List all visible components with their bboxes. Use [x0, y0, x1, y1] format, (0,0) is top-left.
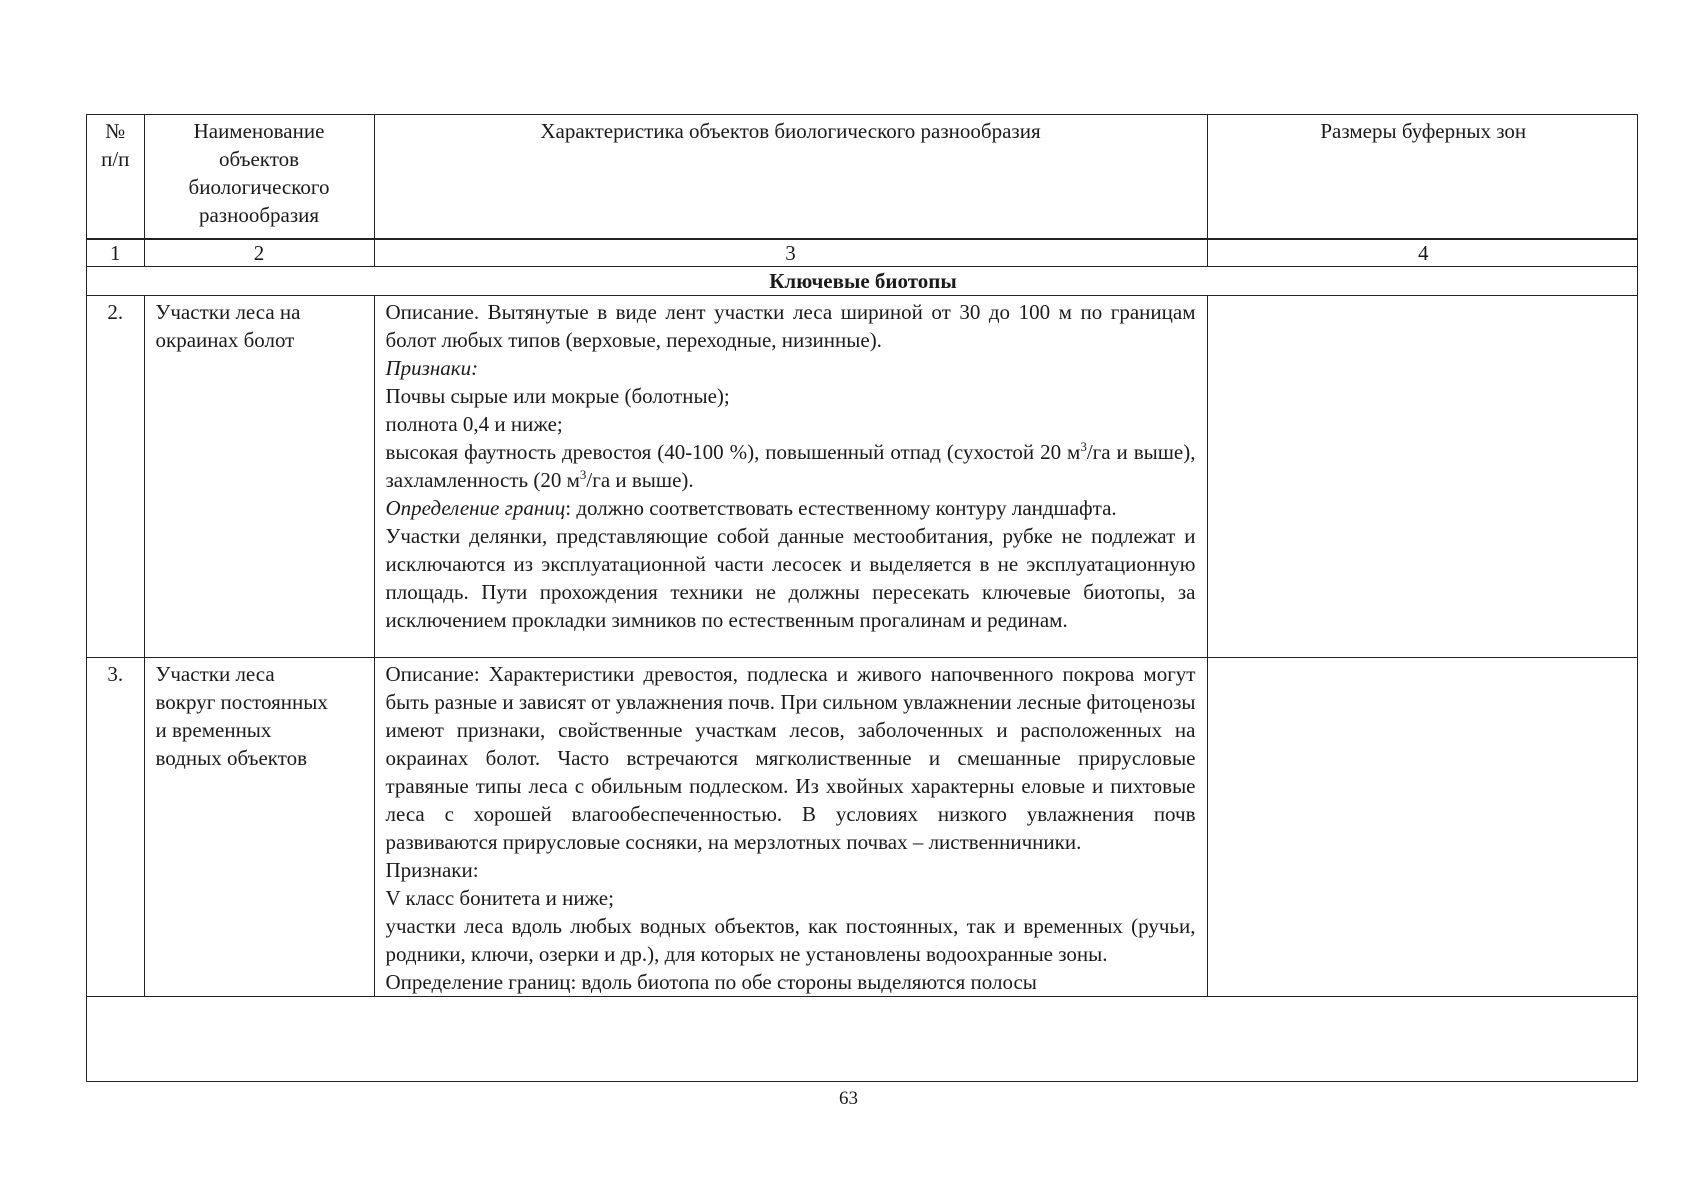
- section-title: Ключевые биотопы: [87, 267, 1638, 296]
- boundary-label: Определение границ: [385, 496, 566, 520]
- signs-label: Признаки:: [385, 858, 479, 882]
- description-paragraph: Описание: Характеристики древостоя, подлеска и живого напочвенного покрова могут быть разные и зависят от увлажнения почв. При сильном увлажнении лесные фитоценозы имеют признаки, свойственные участкам лесов, заболоченных и расположенных на окраинах болот. Часто встречаются мягколиственные и смешанные прирусловые травяные типы леса с обильным подлеском. Из хвойных характерны еловые и пихтовые леса с хорошей влагообеспеченностью. В условиях низкого увлажнения почв развиваются прирусловые сосняки, на мерзлотных почвах – лиственничники.: [385, 662, 1196, 854]
- object-characteristics: [374, 296, 1207, 658]
- final-paragraph: Участки делянки, представляющие собой данные местообитания, рубке не подлежат и исключаются из эксплуатационной части лесосек и выделяется в не эксплуатационную площадь. Пути прохождения техники не должны пересекать ключевые биотопы, за исключением прокладки зимников по естественным прогалинам и рединам.: [385, 524, 1196, 632]
- column-number: 2: [144, 239, 374, 267]
- header-characteristics: Характеристика объектов биологического разнообразия: [374, 115, 1207, 239]
- sign-text: высокая фаутность древостоя (40-100 %), повышенный отпад (сухостой 20 м: [385, 440, 1081, 464]
- header-number-line: п/п: [101, 147, 130, 171]
- sign-text: /га и выше).: [586, 468, 694, 492]
- section-row: [87, 267, 1638, 296]
- header-object-name-line: объектов: [218, 147, 300, 171]
- buffer-zone-cell: [1207, 658, 1638, 997]
- header-row: [87, 115, 1638, 239]
- row-number: 2.: [87, 296, 144, 658]
- buffer-zone-cell: [1207, 296, 1638, 658]
- header-number: [87, 115, 144, 239]
- table-row: [87, 658, 1638, 997]
- object-name-line: Участки леса на: [155, 300, 301, 324]
- boundary-paragraph: [386, 494, 1196, 522]
- column-number: 1: [87, 239, 144, 267]
- object-name-line: и временных: [155, 718, 272, 742]
- object-name-line: вокруг постоянных: [155, 690, 328, 714]
- table-row: [87, 296, 1638, 658]
- sign-item: Почвы сырые или мокрые (болотные);: [385, 384, 730, 408]
- object-name-line: водных объектов: [155, 746, 308, 770]
- superscript: 3: [579, 467, 587, 482]
- biodiversity-table-container: [86, 114, 1638, 1082]
- page-number: 63: [839, 1088, 858, 1109]
- column-number: 4: [1207, 239, 1638, 267]
- sign-item: V класс бонитета и ниже;: [385, 886, 614, 910]
- header-object-name: [144, 115, 374, 239]
- object-name: [144, 296, 374, 658]
- row-number: 3.: [87, 658, 144, 997]
- signs-label: Признаки:: [385, 356, 479, 380]
- superscript: 3: [1080, 439, 1087, 454]
- header-buffer-zones: Размеры буферных зон: [1207, 115, 1638, 239]
- object-characteristics: [374, 658, 1207, 997]
- header-object-name-line: разнообразия: [198, 203, 320, 227]
- header-number-line: №: [105, 119, 126, 143]
- boundary-paragraph: Определение границ: вдоль биотопа по обе стороны выделяются полосы: [385, 970, 1037, 994]
- object-name-line: Участки леса: [155, 662, 275, 686]
- sign-item: полнота 0,4 и ниже;: [385, 412, 563, 436]
- header-object-name-line: биологического: [188, 175, 330, 199]
- biodiversity-table: [87, 115, 1638, 997]
- object-name: [144, 658, 374, 997]
- sign-item: [386, 438, 1196, 494]
- sign-text: /га и выше), захламленность (20 м: [385, 440, 1196, 492]
- column-number: 3: [374, 239, 1207, 267]
- description-paragraph: Описание. Вытянутые в виде лент участки леса шириной от 30 до 100 м по границам болот любых типов (верховые, переходные, низинные).: [385, 300, 1196, 352]
- column-number-row: [87, 239, 1638, 267]
- header-object-name-line: Наименование: [193, 119, 325, 143]
- sign-item: участки леса вдоль любых водных объектов, как постоянных, так и временных (ручьи, родники, ключи, озерки и др.), для которых не установлены водоохранные зоны.: [385, 914, 1196, 966]
- boundary-text: : должно соответствовать естественному контуру ландшафта.: [565, 496, 1117, 520]
- object-name-line: окраинах болот: [155, 328, 295, 352]
